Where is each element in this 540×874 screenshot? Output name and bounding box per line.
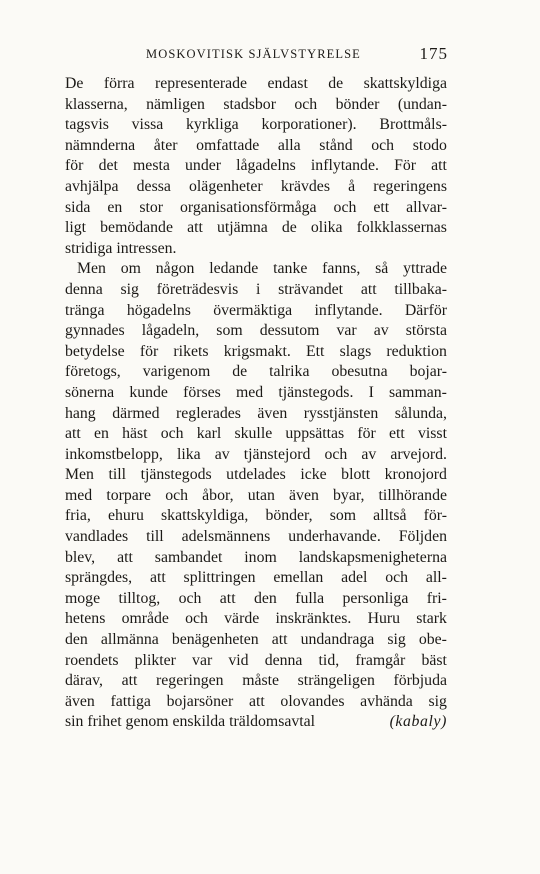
body-text	[65, 74, 447, 733]
text-line: företogs, varigenom de talrika obesutna bojar-	[65, 363, 447, 381]
final-text-line	[65, 712, 447, 733]
text-line: att en häst och karl skulle uppsättas för ett visst	[65, 425, 447, 443]
text-line: hetens område och värde inskränktes. Huru stark	[65, 610, 447, 628]
italic-term: (kabaly)	[389, 713, 447, 731]
text-line: gynnades lågadeln, som dessutom var av största	[65, 322, 447, 340]
final-line-text: sin frihet genom enskilda träldomsavtal	[65, 713, 316, 731]
text-line: klasserna, nämligen stadsbor och bönder (undan-	[65, 95, 447, 113]
text-line: nämnderna åter omfattade alla stånd och stodo	[65, 136, 447, 154]
text-line: inkomstbelopp, lika av tjänstejord och av arvejord.	[65, 445, 447, 463]
running-header	[68, 44, 448, 64]
text-line: moge tilltog, och att den fulla personliga fri-	[65, 589, 447, 607]
page-number: 175	[419, 44, 448, 63]
text-line: sönerna kunde förses med tjänstegods. I samman-	[65, 383, 447, 401]
text-line: stridiga intressen.	[65, 239, 177, 257]
text-line: tagsvis vissa kyrkliga korporationer). Brottmåls-	[65, 116, 447, 134]
text-line: vandlades till adelsmännens underhavande. Följden	[65, 528, 447, 546]
running-title: MOSKOVITISK SJÄLVSTYRELSE	[146, 47, 361, 61]
text-line: hang därmed reglerades även rysstjänsten sålunda,	[65, 404, 447, 422]
text-line: sprängdes, att splittringen emellan adel och all-	[65, 569, 447, 587]
text-line: betydelse för rikets krigsmakt. Ett slags reduktion	[65, 342, 447, 360]
text-line: tränga högadelns övermäktiga inflytande. Därför	[65, 301, 447, 319]
text-line: fria, ehuru skattskyldiga, bönder, som alltså för-	[65, 507, 447, 525]
text-line: därav, att regeringen måste strängeligen förbjuda	[65, 672, 447, 690]
text-line: Men om någon ledande tanke fanns, så yttrade	[77, 260, 447, 278]
text-line: roendets plikter var vid denna tid, framgår bäst	[65, 651, 447, 669]
paragraph-1	[65, 74, 447, 259]
text-line: denna sig företrädesvis i strävandet att tillbaka-	[65, 280, 447, 298]
paragraph-2	[65, 259, 447, 733]
text-line: Men till tjänstegods utdelades icke blott kronojord	[65, 466, 447, 484]
text-line: även fattiga bojarsöner att olovandes avhända sig	[65, 692, 447, 710]
text-line: den allmänna benägenheten att undandraga sig obe-	[65, 631, 447, 649]
text-line: sida en stor organisationsförmåga och ett allvar-	[65, 198, 447, 216]
text-line: blev, att sambandet inom landskapsmenigheterna	[65, 548, 447, 566]
text-line: ligt bemödande att utjämna de olika folkklassernas	[65, 219, 447, 237]
text-line: avhjälpa dessa olägenheter krävdes å regeringens	[65, 177, 447, 195]
text-line: för det mesta under lågadelns inflytande. För att	[65, 157, 447, 175]
text-line: De förra representerade endast de skattskyldiga	[65, 75, 447, 92]
text-line: med torpare och åbor, utan även byar, tillhörande	[65, 486, 447, 504]
